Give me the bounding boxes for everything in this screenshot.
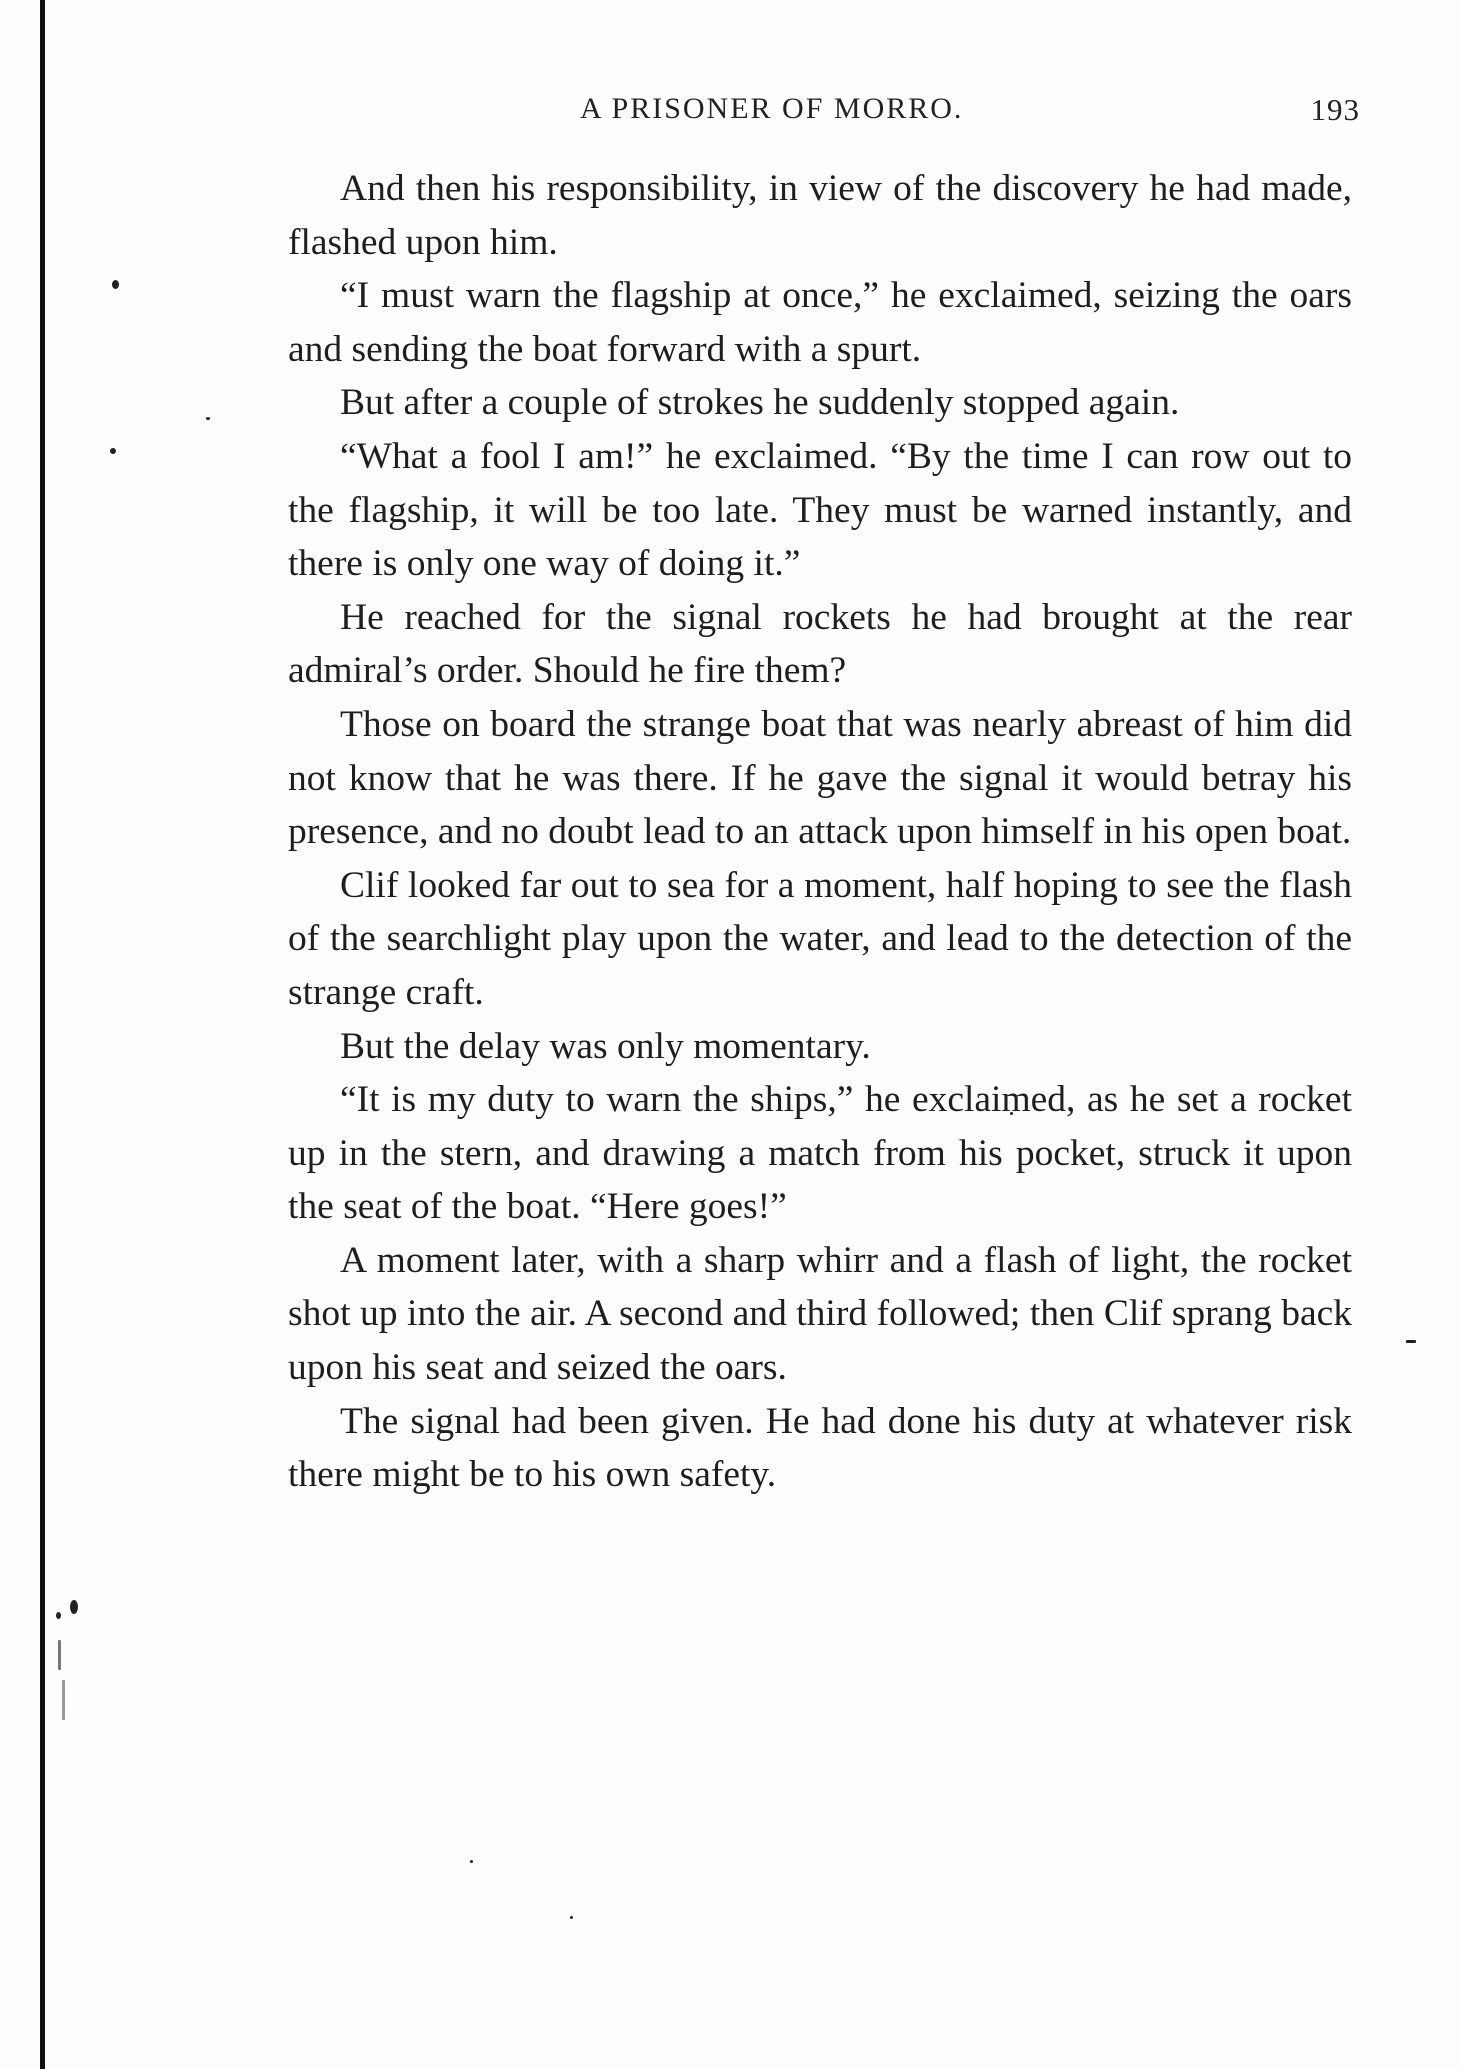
paragraph: And then his responsibility, in view of the discovery he had made, flashed upon him. bbox=[288, 168, 1352, 263]
binding-edge bbox=[40, 0, 45, 2069]
paragraph: The signal had been given. He had done his duty at whatever risk there might be to his own safety. bbox=[288, 1400, 1352, 1496]
paragraph: Those on board the strange boat that was nearly abreast of him did not know that he was there. If he gave the signal it would betray his presence, and no doubt lead to an attack upon himself in his open boat. bbox=[288, 703, 1352, 853]
page-number: 193 bbox=[1310, 92, 1360, 127]
speck bbox=[206, 417, 210, 420]
speck bbox=[470, 1860, 473, 1863]
speck bbox=[570, 1916, 573, 1919]
paragraph: A moment later, with a sharp whirr and a flash of light, the rocket shot up into the air. A second and third followed; then Clif sprang back upon his seat and seized the oars. bbox=[288, 1239, 1352, 1389]
paragraph: But the delay was only momentary. bbox=[340, 1025, 871, 1067]
paragraph: But after a couple of strokes he suddenly stopped again. bbox=[340, 382, 1180, 424]
paragraph: “What a fool I am!” he exclaimed. “By the time I can row out to the flagship, it will be too late. They must be warned instantly, and there is only one way of doing it.” bbox=[288, 435, 1352, 585]
speck bbox=[112, 280, 119, 289]
paragraph: He reached for the signal rockets he had brought at the rear admiral’s order. Should he fire them? bbox=[288, 596, 1352, 692]
speck bbox=[1406, 1340, 1416, 1343]
speck bbox=[110, 448, 116, 454]
running-head bbox=[580, 92, 1360, 142]
body-text bbox=[288, 162, 1352, 1502]
speck bbox=[58, 1640, 61, 1670]
paragraph: “I must warn the flagship at once,” he exclaimed, seizing the oars and sending the boat forward with a spurt. bbox=[288, 275, 1352, 370]
paragraph: Clif looked far out to sea for a moment, half hoping to see the flash of the searchlight play upon the water, and lead to the detection of the strange craft. bbox=[288, 864, 1352, 1013]
running-head-title: A PRISONER OF MORRO. bbox=[580, 92, 964, 125]
paragraph: “It is my duty to warn the ships,” he exclaimed, as he set a rocket up in the stern, and drawing a match from his pocket, struck it upon the seat of the boat. “Here goes!” bbox=[288, 1079, 1352, 1228]
speck bbox=[62, 1680, 65, 1720]
speck bbox=[56, 1612, 61, 1619]
speck bbox=[70, 1600, 78, 1614]
